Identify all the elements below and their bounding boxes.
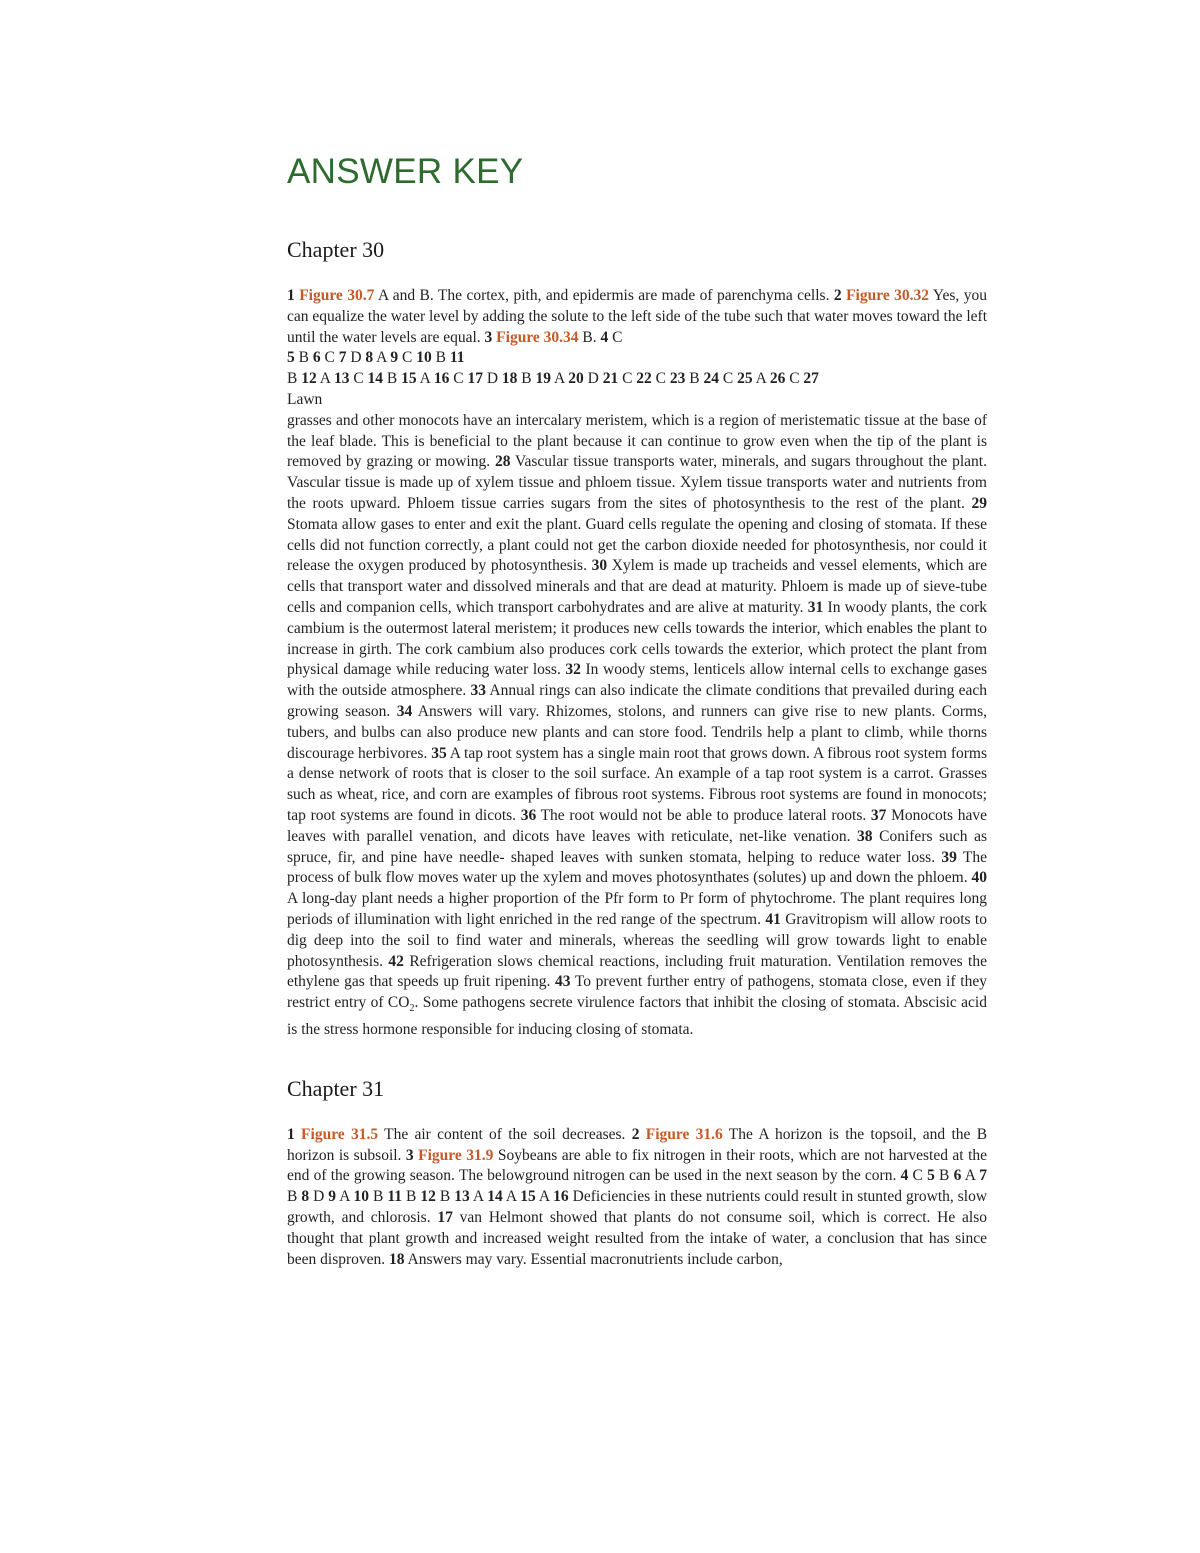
answer-text: B (431, 349, 450, 367)
answer-number: 18 (389, 1250, 405, 1268)
answer-number: 14 (367, 370, 384, 388)
answer-text: B. (578, 328, 601, 346)
answer-text: A (535, 1188, 554, 1206)
answer-text: C (349, 370, 368, 388)
answer-number: 40 (971, 869, 987, 887)
answer-number: 33 (470, 682, 487, 700)
answer-text: To prevent further entry of pathogens, stomata close, even if they restrict entry of CO (287, 973, 987, 1012)
answer-number: 10 (416, 349, 432, 367)
answer-number: 24 (703, 370, 719, 388)
answer-text: The root would not be able to produce lateral roots. (536, 806, 871, 824)
answer-number: 30 (591, 557, 608, 575)
answer-number: 28 (494, 453, 511, 471)
answer-text: A (469, 1188, 488, 1206)
answer-key-page (287, 150, 987, 1270)
answer-number: 5 (927, 1167, 935, 1185)
answer-text: . Some pathogens secrete virulence factors that inhibit the closing of stomata. Abscisic acid is the stress hormone responsible for inducing closing of stomata. (287, 994, 987, 1038)
answer-text: B (294, 349, 313, 367)
answer-text: C (651, 370, 670, 388)
subscript: 2 (409, 1003, 415, 1015)
answer-text: van Helmont showed that plants do not consume soil, which is correct. He also thought that plant growth and increased weight resulted from the intake of water, a conclusion that has since been disproven. (287, 1208, 988, 1268)
answer-text: B (934, 1167, 954, 1185)
answer-number: 11 (449, 349, 465, 367)
answer-number: 27 (803, 370, 819, 388)
answer-number: 8 (365, 349, 374, 367)
answer-number: 5 (287, 349, 295, 367)
chapter-30-answer-row (287, 369, 987, 390)
answer-number: 29 (971, 494, 987, 512)
answer-number: 12 (301, 370, 317, 388)
answer-text: C (608, 328, 623, 346)
answer-number: 31 (807, 598, 824, 616)
chapter-30-paragraph-1 (287, 286, 987, 369)
chapter-30-paragraph-2 (287, 411, 987, 1041)
answer-text: Vascular tissue transports water, minerals, and sugars throughout the plant. Vascular tissue is made up of xylem tissue and phloem tissue. Xylem tissue transports water and nutrients from the roots upward. Phloem tissue carries sugars from the sites of photosynthesis to the rest of the plant. (287, 453, 987, 512)
answer-number: 3 (405, 1146, 414, 1164)
answer-number: 42 (388, 952, 404, 970)
figure-link[interactable]: Figure 31.6 (645, 1125, 723, 1143)
answer-text: Answers may vary. Essential macronutrients include carbon, (404, 1250, 783, 1268)
answer-number: 26 (769, 370, 786, 388)
figure-link[interactable]: Figure 30.32 (846, 287, 930, 304)
answer-number: 25 (737, 370, 753, 388)
answer-number: 20 (568, 370, 584, 388)
answer-number: 23 (669, 370, 686, 388)
answer-number: 7 (979, 1167, 987, 1185)
answer-number: 6 (312, 349, 321, 367)
answer-text: Gravitropism will allow roots to dig deep into the soil to find water and minerals, whereas the seedling will grow towards light to enable photosynthesis. (287, 910, 987, 970)
answer-number: 14 (487, 1188, 503, 1206)
answer-number: 13 (454, 1188, 470, 1206)
answer-text: B (402, 1188, 421, 1206)
answer-number: 11 (387, 1188, 403, 1206)
chapter-30-section (287, 236, 987, 1041)
answer-number: 9 (328, 1188, 337, 1206)
answer-text: Yes, you can equalize the water level by adding the solute to the left side of the tube such that water moves toward the left until the water levels are equal. (287, 287, 987, 346)
answer-number: 16 (553, 1188, 569, 1206)
answer-text: A (316, 370, 334, 388)
answer-number: 15 (520, 1188, 536, 1206)
answer-number: 13 (333, 370, 350, 388)
answer-number: 34 (396, 702, 413, 720)
answer-text: C (785, 370, 804, 388)
answer-text: B (287, 370, 302, 388)
answer-number: 41 (765, 910, 781, 928)
answer-number: 2 (631, 1125, 640, 1143)
answer-number: 36 (520, 806, 537, 824)
document-title: ANSWER KEY (287, 152, 524, 191)
answer-text: A (336, 1188, 354, 1206)
answer-text: C (908, 1167, 928, 1185)
answer-number: 21 (602, 370, 619, 388)
answer-text: A (551, 370, 569, 388)
answer-text: Refrigeration slows chemical reactions, including fruit maturation. Ventilation removes the ethylene gas that speeds up fruit ripening. (287, 952, 987, 991)
answer-number: 3 (484, 328, 493, 346)
answer-text: B (369, 1188, 388, 1206)
answer-text: Answers will vary. Rhizomes, stolons, and runners can give rise to new plants. Corms, tubers, and bulbs can also produce new plants and can store food. Tendrils help a plant to climb, while thorns discourage herbivores. (287, 702, 987, 762)
chapter-31-section (287, 1075, 987, 1271)
answer-number: 8 (301, 1188, 310, 1206)
answer-number: 35 (431, 744, 447, 762)
answer-text: A tap root system has a single main root that grows down. A fibrous root system forms a dense network of roots that is closer to the soil surface. An example of a tap root system is a carrot. Grasses such as wheat, rice, and corn are examples of fibrous root systems. Fibrous root systems are found in monocots; tap root systems are found in dicots. (287, 744, 987, 824)
chapter-30-heading: Chapter 30 (287, 237, 385, 262)
lawn-line: Lawn (287, 390, 323, 408)
answer-number: 12 (420, 1188, 436, 1206)
chapter-31-paragraph-1 (287, 1125, 987, 1271)
answer-number: 15 (401, 370, 417, 388)
answer-text: B (517, 370, 536, 388)
answer-text: A (373, 349, 391, 367)
answer-number: 16 (433, 370, 450, 388)
answer-number: 4 (900, 1167, 909, 1185)
answer-text: C (618, 370, 637, 388)
figure-link[interactable]: Figure 31.5 (301, 1125, 379, 1143)
answer-number: 37 (870, 806, 887, 824)
answer-text: Monocots have leaves with parallel venation, and dicots have leaves with reticulate, net-like venation. (287, 806, 988, 845)
answer-number: 7 (338, 349, 347, 367)
answer-text: B (435, 1188, 455, 1206)
answer-text: C (320, 349, 339, 367)
answer-text: B (685, 370, 704, 388)
answer-text: A and B. The cortex, pith, and epidermis are made of parenchyma cells. (374, 287, 834, 304)
answer-number: 9 (390, 349, 399, 367)
answer-text: In woody plants, the cork cambium is the outermost lateral meristem; it produces new cells towards the interior, which enables the plant to increase in girth. The cork cambium also produces cork cells towards the exterior, which protect the plant from physical damage while reducing water loss. (287, 598, 987, 679)
answer-number: 2 (833, 287, 842, 304)
answer-number: 1 (287, 287, 295, 304)
chapter-31-heading: Chapter 31 (287, 1075, 385, 1101)
answer-number: 19 (535, 370, 552, 388)
answer-text: Conifers such as spruce, fir, and pine have needle- shaped leaves with sunken stomata, helping to reduce water loss. (287, 827, 987, 866)
answer-number: 18 (501, 370, 518, 388)
answer-text: Xylem is made up tracheids and vessel elements, which are cells that transport water and dissolved minerals and that are dead at maturity. Phloem is made up of sieve-tube cells and companion cells, which transport carbohydrates and are alive at maturity. (287, 557, 988, 616)
answer-text: B (287, 1188, 302, 1206)
answer-number: 43 (555, 973, 571, 991)
answer-text: A (502, 1188, 521, 1206)
answer-text: A (416, 370, 434, 388)
answer-text: In woody stems, lenticels allow internal cells to exchange gases with the outside atmosphere. (287, 661, 987, 700)
answer-text: D (309, 1188, 329, 1206)
answer-text: A (752, 370, 770, 388)
answer-number: 1 (287, 1125, 295, 1143)
answer-number: 22 (636, 370, 652, 388)
answer-text: The air content of the soil decreases. (378, 1125, 632, 1143)
answer-number: 38 (857, 827, 873, 845)
answer-number: 10 (353, 1188, 370, 1206)
answer-text: C (398, 349, 417, 367)
figure-link[interactable]: Figure 31.9 (418, 1146, 494, 1164)
answer-text: A long-day plant needs a higher proportion of the Pfr form to Pr form of phytochrome. The plant requires long periods of illumination with light enriched in the red range of the spectrum. (287, 890, 987, 928)
answer-text: D (583, 370, 603, 388)
answer-text: B (383, 370, 402, 388)
figure-link[interactable]: Figure 30.34 (496, 328, 579, 346)
answer-text: The A horizon is the topsoil, and the B horizon is subsoil. (287, 1125, 988, 1164)
answer-text: D (482, 370, 502, 388)
answer-text: C (718, 370, 738, 388)
answer-number: 32 (565, 661, 581, 679)
answer-text: Deficiencies in these nutrients could result in stunted growth, slow growth, and chlorosis. (287, 1188, 988, 1226)
answer-text: A (961, 1167, 980, 1185)
answer-text: Soybeans are able to fix nitrogen in their roots, which are not harvested at the end of the growing season. The belowground nitrogen can be used in the next season by the corn. (287, 1146, 988, 1185)
answer-text: C (449, 370, 468, 388)
answer-text: grasses and other monocots have an intercalary meristem, which is a region of meristematic tissue at the base of the leaf blade. This is beneficial to the plant because it can continue to grow even when the tip of the plant is removed by grazing or mowing. (287, 411, 987, 471)
answer-number: 17 (437, 1208, 453, 1226)
answer-number: 4 (600, 328, 609, 346)
answer-text: The process of bulk flow moves water up the xylem and moves photosynthates (solutes) up and down the phloem. (287, 848, 987, 887)
answer-text: Stomata allow gases to enter and exit the plant. Guard cells regulate the opening and closing of stomata. If these cells did not function correctly, a plant could not get the carbon dioxide needed for photosynthesis, nor could it release the oxygen produced by photosynthesis. (287, 515, 987, 575)
answer-text: D (346, 349, 366, 367)
answer-text: Annual rings can also indicate the climate conditions that prevailed during each growing season. (287, 682, 987, 720)
answer-number: 17 (467, 370, 483, 388)
figure-link[interactable]: Figure 30.7 (299, 287, 375, 304)
answer-number: 6 (953, 1167, 962, 1185)
answer-number: 39 (941, 848, 957, 866)
